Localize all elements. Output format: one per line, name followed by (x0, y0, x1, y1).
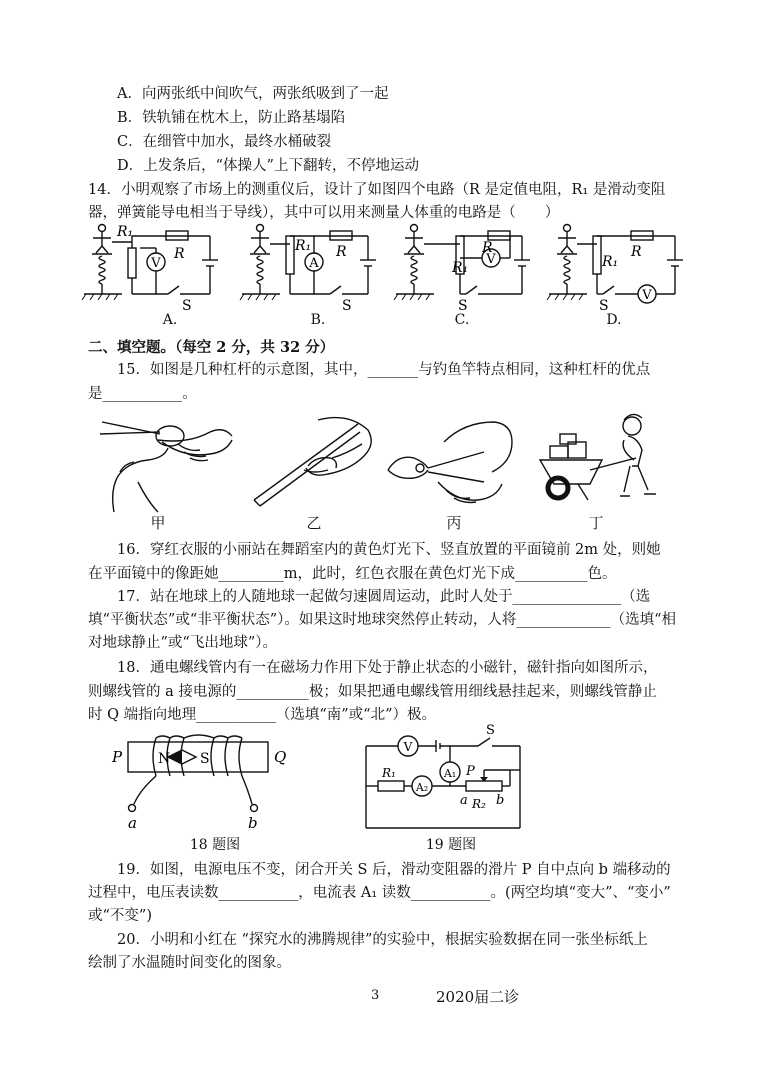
exam-label: 2020届二诊 (436, 988, 520, 1006)
circuit-b-r-label: R (336, 244, 347, 260)
circuit-c-meter-label: V (486, 252, 496, 267)
q13-option-d: D．上发条后，“体操人”上下翻转，不停地运动 (117, 158, 419, 174)
lever-yi-caption: 乙 (306, 514, 322, 532)
circuit-b-r1-label: R₁ (295, 238, 312, 254)
circuit-a-figure (80, 222, 220, 314)
fig19-p-label: P (466, 764, 475, 779)
circuit-c-switch-label: S (458, 298, 468, 314)
fig18-solenoid (110, 734, 290, 834)
fig19-r2-label: R₂ (472, 797, 486, 811)
circuit-a-r1-label: R₁ (117, 224, 134, 240)
circuit-b-figure (238, 222, 378, 314)
page-number: 3 (371, 988, 380, 1003)
fig18-b-label: b (248, 814, 258, 832)
q19-stem-line3: 或“不变”) (88, 908, 152, 924)
circuit-d-r1-label: R₁ (602, 254, 619, 270)
q15-stem-line2: 是___________。 (88, 386, 197, 402)
fig18-p-label: P (112, 748, 123, 766)
fig19-circuit (360, 724, 530, 834)
circuit-b-meter-label: A (309, 256, 319, 271)
fig19-caption: 19 题图 (425, 837, 477, 853)
circuit-d-figure (545, 222, 685, 314)
fig19-a-label: a (460, 793, 468, 808)
q20-stem-line1: 20．小明和小红在 “探究水的沸腾规律”的实验中，根据实验数据在同一张坐标纸上 (117, 932, 648, 948)
q14-stem-line2: 器，弹簧能导电相当于导线），其中可以用来测量人体重的电路是（ ） (88, 205, 560, 221)
circuit-d-r-label: R (631, 244, 642, 260)
q20-stem-line2: 绘制了水温随时间变化的图象。 (88, 955, 291, 971)
fig19-r1-label: R₁ (382, 766, 396, 780)
fig18-caption: 18 题图 (189, 837, 241, 853)
fig19-switch-label: S (486, 723, 495, 738)
q18-stem-line2: 则螺线管的 a 接电源的__________极；如果把通电螺线管用细线悬挂起来，则螺线管静止 (88, 684, 657, 700)
q16-stem-line1: 16．穿红衣服的小丽站在舞蹈室内的黄色灯光下、竖直放置的平面镜前 2m 处，则她 (117, 542, 661, 558)
q18-stem-line3: 时 Q 端指向地理___________（选填“南”或“北”）极。 (88, 707, 437, 723)
lever-ding-caption: 丁 (588, 514, 604, 532)
q13-option-c: C．在细管中加水，最终水桶破裂 (117, 134, 332, 150)
q16-stem-line2: 在平面镜中的像距她_________m，此时，红色衣服在黄色灯光下成__________色。 (88, 566, 617, 582)
fig19-voltmeter-label: V (403, 740, 413, 754)
circuit-a-meter-label: V (151, 256, 161, 271)
circuit-a-r-label: R (174, 246, 185, 262)
circuit-c-caption: C. (454, 312, 470, 328)
circuit-d-switch-label: S (599, 298, 609, 314)
q19-stem-line1: 19．如图，电源电压不变，闭合开关 S 后，滑动变阻器的滑片 P 自中点向 b 端移动的 (117, 862, 671, 878)
lever-bing-caption: 丙 (446, 514, 462, 532)
circuit-a-caption: A. (162, 312, 178, 328)
circuit-d-meter-label: V (642, 288, 652, 303)
lever-bing-pliers-figure (384, 412, 514, 512)
circuit-c-r1-label: R₁ (452, 260, 469, 276)
circuit-c-r-label: R (482, 240, 493, 256)
lever-ding-wheelbarrow-figure (532, 406, 662, 512)
section-2-heading: 二、填空题。（每空 2 分，共 32 分） (88, 339, 335, 356)
fig19-ammeter-a1-label: A₁ (443, 767, 457, 780)
lever-yi-tweezers-figure (248, 414, 378, 510)
circuit-c-figure (392, 222, 532, 314)
fig19-ammeter-a2-label: A₂ (415, 781, 429, 794)
circuit-b-caption: B. (310, 312, 326, 328)
circuit-b-switch-label: S (342, 298, 352, 314)
q17-stem-line2: 填“平衡状态”或“非平衡状态”）。如果这时地球突然停止转动，人将_____________（选填“相 (88, 612, 677, 628)
lever-jia-scissors-figure (98, 412, 238, 512)
fig18-q-label: Q (274, 748, 287, 766)
q14-stem-line1: 14．小明观察了市场上的测重仪后，设计了如图四个电路（R 是定值电阻，R₁ 是滑动变阻 (88, 182, 666, 198)
fig18-s-label: S (200, 751, 210, 767)
circuit-a-switch-label: S (182, 298, 192, 314)
q13-option-a: A．向两张纸中间吹气，两张纸吸到了一起 (117, 86, 389, 102)
lever-jia-caption: 甲 (150, 514, 166, 532)
circuit-d-caption: D. (606, 312, 622, 328)
q17-stem-line1: 17．站在地球上的人随地球一起做匀速圆周运动，此时人处于_______________（选 (117, 589, 651, 605)
q15-stem-line1: 15．如图是几种杠杆的示意图，其中，_______与钓鱼竿特点相同，这种杠杆的优点 (117, 362, 651, 378)
fig18-a-label: a (128, 814, 137, 832)
q17-stem-line3: 对地球静止”或“飞出地球”）。 (88, 635, 277, 651)
fig18-n-label: N (158, 751, 171, 767)
q13-option-b: B．铁轨铺在枕木上，防止路基塌陷 (117, 110, 346, 126)
q19-stem-line2: 过程中，电压表读数___________，电流表 A₁ 读数___________。(两空均填“变大”、“变小” (88, 885, 671, 901)
q18-stem-line1: 18．通电螺线管内有一在磁场力作用下处于静止状态的小磁针，磁针指向如图所示， (117, 660, 658, 676)
fig19-b-label: b (496, 793, 505, 808)
